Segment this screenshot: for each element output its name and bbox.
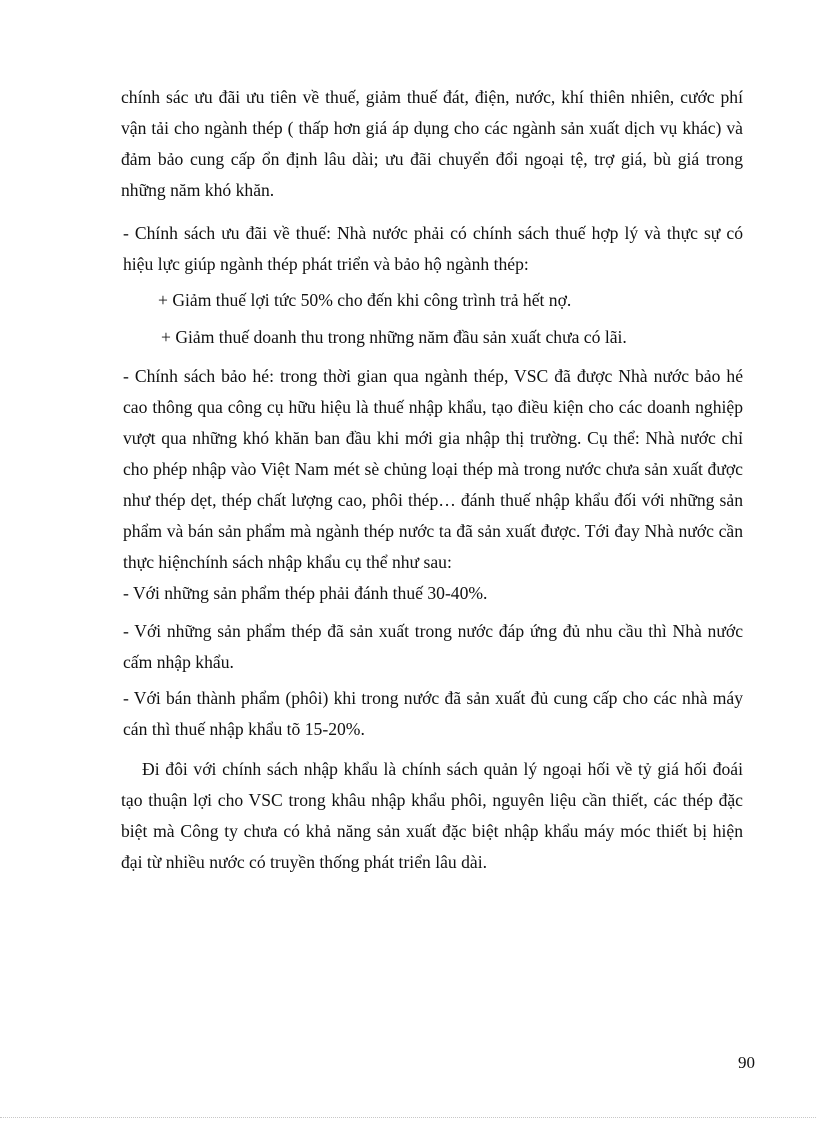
page-bottom-divider bbox=[0, 1117, 816, 1118]
paragraph-tax-policy: - Chính sách ưu đãi về thuế: Nhà nước phải có chính sách thuế hợp lý và thực sự có hiệu lực giúp ngành thép phát triển và bảo hộ ngành thép: bbox=[123, 223, 743, 274]
list-item-revenue-tax: + Giảm thuế doanh thu trong những năm đầu sản xuất chưa có lãi. bbox=[161, 327, 627, 347]
list-item-import-ban: - Với những sản phẩm thép đã sản xuất trong nước đáp ứng đủ nhu cầu thì Nhà nước cấm nhập khẩu. bbox=[123, 621, 743, 672]
paragraph-preferential-policy: chính sác ưu đãi ưu tiên về thuế, giảm thuế đát, điện, nước, khí thiên nhiên, cước phí vận tải cho ngành thép ( thấp hơn giá áp dụng cho các ngành sản xuất dịch vụ khác) và đảm bảo cung cấp ổn định lâu dài; ưu đãi chuyển đổi ngoại tệ, trợ giá, bù giá trong những năm khó khăn. bbox=[121, 87, 743, 200]
list-item-semi-finished-tax: - Với bán thành phẩm (phôi) khi trong nước đã sản xuất đủ cung cấp cho các nhà máy cán thì thuế nhập khẩu tõ 15-20%. bbox=[123, 688, 743, 739]
list-item-income-tax: + Giảm thuế lợi tức 50% cho đến khi công trình trả hết nợ. bbox=[158, 290, 572, 310]
paragraph-protection-policy: - Chính sách bảo hé: trong thời gian qua ngành thép, VSC đã được Nhà nước bảo hé cao thông qua công cụ hữu hiệu là thuế nhập khẩu, tạo điều kiện cho các doanh nghiệp vượt qua những khó khăn ban đầu khi mới gia nhập thị trường. Cụ thể: Nhà nước chỉ cho phép nhập vào Việt Nam mét sè chủng loại thép mà trong nước chưa sản xuất được như thép dẹt, thép chất lượng cao, phôi thép… đánh thuế nhập khẩu đối với những sản phẩm và bán sản phẩm mà ngành thép nước ta đã sản xuất được. Tới đay Nhà nước cần thực hiệnchính sách nhập khẩu cụ thể như sau: bbox=[123, 366, 743, 572]
page-number: 90 bbox=[738, 1053, 755, 1072]
list-item-tax-30-40: - Với những sản phẩm thép phải đánh thuế 30-40%. bbox=[123, 583, 488, 603]
paragraph-foreign-exchange: Đi đôi với chính sách nhập khẩu là chính sách quản lý ngoại hối về tỷ giá hối đoái tạo thuận lợi cho VSC trong khâu nhập khẩu phôi, nguyên liệu cần thiết, các thép đặc biệt mà Công ty chưa có khả năng sản xuất đặc biệt nhập khẩu máy móc thiết bị hiện đại từ nhiều nước có truyền thống phát triển lâu dài. bbox=[121, 759, 743, 872]
